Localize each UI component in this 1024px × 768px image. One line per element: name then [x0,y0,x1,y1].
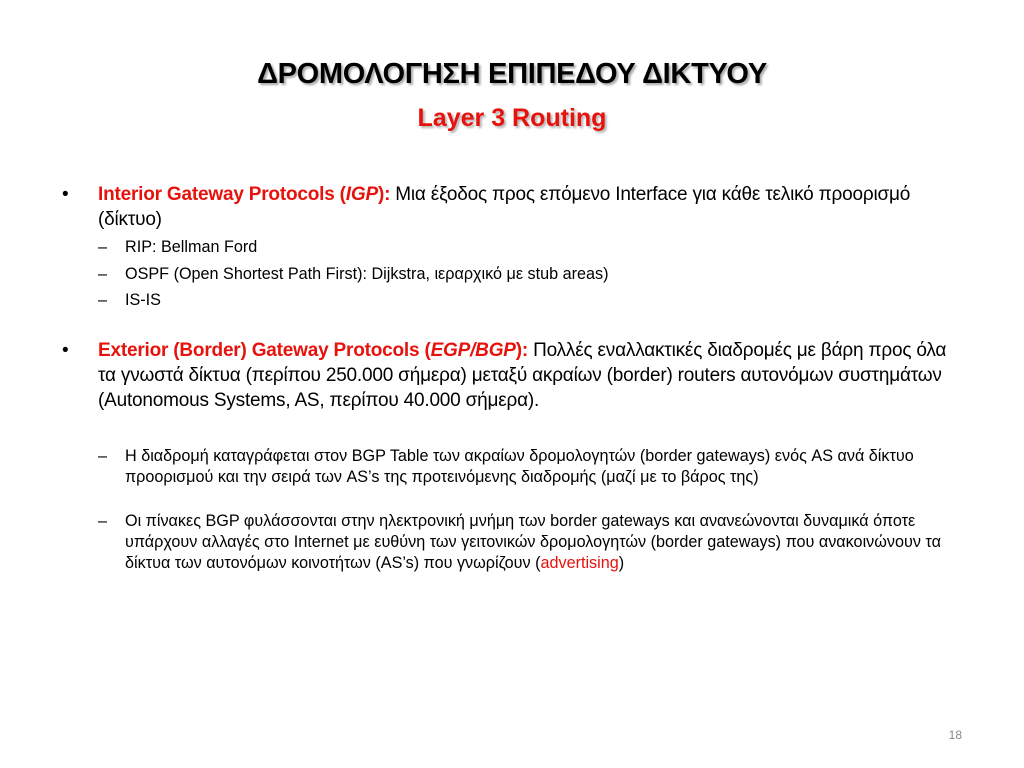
dash-marker: – [98,446,108,465]
heading-acronym: EGP/BGP [430,339,516,361]
bullet-igp [62,182,962,232]
dash-marker: – [98,238,108,256]
slide-title: ΔΡΟΜΟΛΟΓΗΣΗ ΕΠΙΠΕΔΟΥ ΔΙΚΤΥΟΥ [257,58,767,90]
list-item [98,446,962,488]
heading-suffix: ): [515,339,529,361]
bullet-text: Μια έξοδος προς επόμενο Interface για κάθε τελικό προορισμό (δίκτυο) [98,184,911,230]
bullet-marker: • [62,339,69,361]
heading-acronym: IGP [345,184,378,205]
advertising-highlight: advertising [540,553,619,572]
bullet-heading [98,340,528,361]
bullet-heading [98,184,390,205]
slide-content [62,182,962,574]
sublist-egp [98,446,962,574]
bullet-marker: • [62,184,69,205]
list-item-text: IS-IS [125,291,161,309]
slide-subtitle: Layer 3 Routing [417,104,607,132]
list-item [98,234,962,261]
heading-prefix: Interior Gateway Protocols ( [98,184,346,205]
list-item-text: RIP: Bellman Ford [125,238,258,256]
list-item-text: Οι πίνακες BGP φυλάσσονται στην ηλεκτρονική μνήμη των border gateways και ανανεώνονται δυναμικά όποτε υπάρχουν αλλαγές στο Internet με ευθύνη των γειτονικών δρομολογητών (border gateways) που ανακοινώνουν τα δίκτυα των αυτονόμων κοινοτήτων (AS’s) που γνωρίζουν ( [125,511,941,572]
page-number: 18 [948,728,962,742]
bullet-text: Πολλές εναλλακτικές διαδρομές με βάρη προς όλα τα γνωστά δίκτυα (περίπου 250.000 σήμερα) μεταξύ ακραίων (border) routers αυτονόμων συστημάτων (Autonomous Systems, AS, περίπου 40.000 σήμερα). [98,339,947,411]
list-item-text-after: ) [618,553,625,572]
dash-marker: – [98,511,108,530]
list-item [98,511,962,574]
dash-marker: – [98,264,108,283]
heading-prefix: Exterior (Border) Gateway Protocols ( [98,339,431,361]
list-item-text: OSPF (Open Shortest Path First): Dijkstra, ιεραρχικό με stub areas) [125,264,609,283]
list-item [98,287,962,314]
list-item-text: Η διαδρομή καταγράφεται στον BGP Table των ακραίων δρομολογητών (border gateways) ενός AS ανά δίκτυο προορισμού και την σειρά των AS’s της προτεινόμενης διαδρομής (μαζί με το βάρος της) [125,446,914,486]
sublist-igp [98,234,962,314]
dash-marker: – [98,291,108,309]
bullet-egp [62,338,962,413]
heading-suffix: ): [377,184,391,205]
list-item [98,261,962,288]
